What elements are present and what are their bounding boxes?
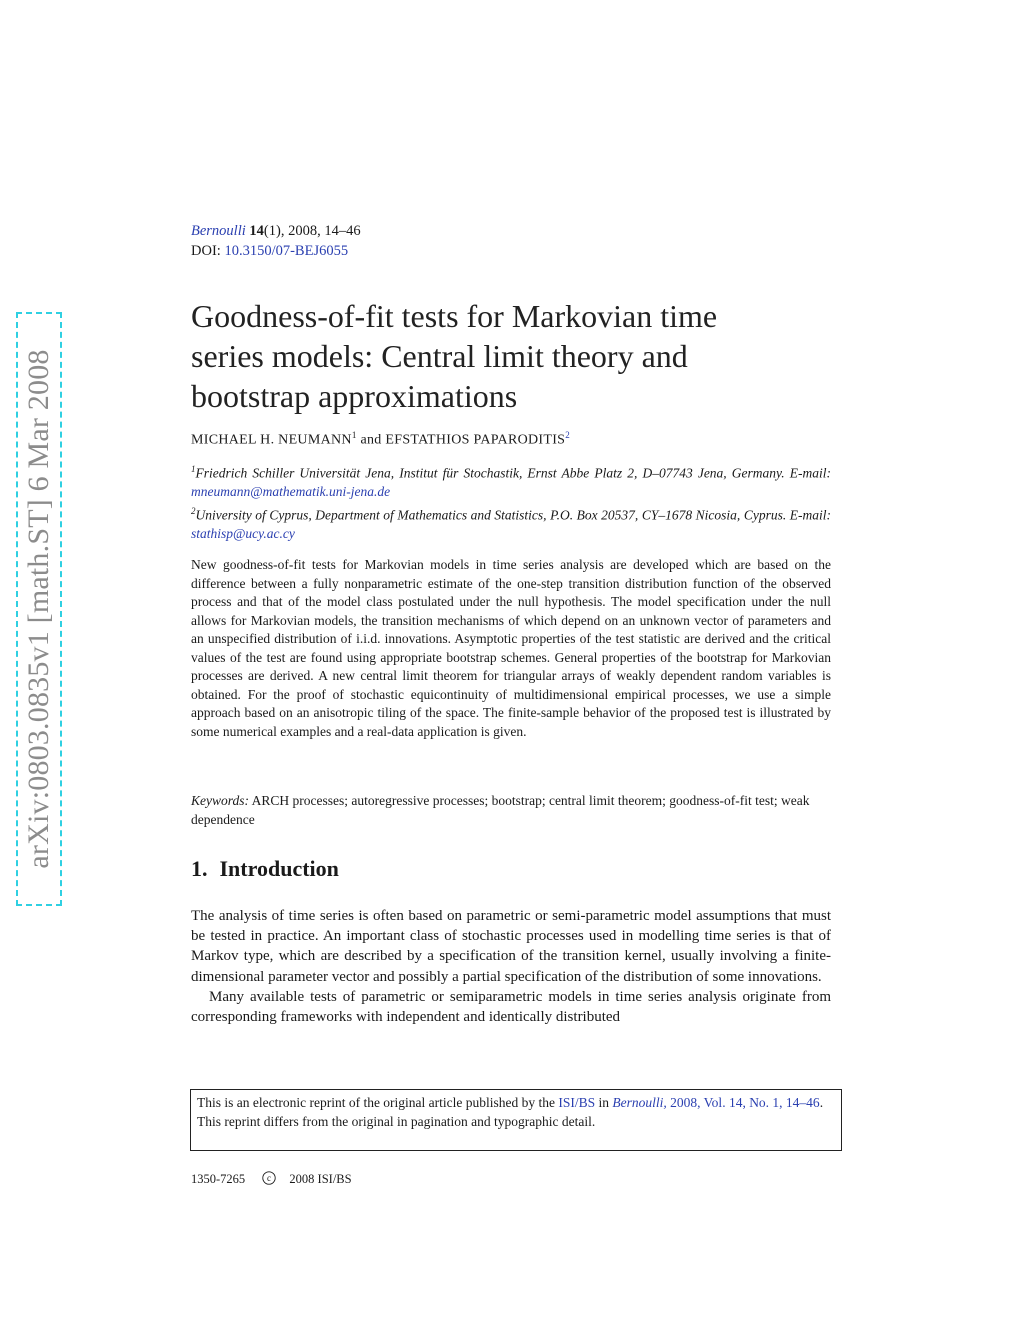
citation-link[interactable]: 2008, Vol. 14, No. 1, 14–46 <box>670 1095 820 1110</box>
journal-issue: (1), 2008, 14–46 <box>263 223 361 239</box>
authors <box>191 430 831 449</box>
keywords-text: ARCH processes; autoregressive processes; bootstrap; central limit theorem; goodness-of-fit test; weak dependence <box>191 793 810 827</box>
email-link[interactable]: mneumann@mathematik.uni-jena.de <box>191 484 391 499</box>
keywords-label: Keywords: <box>191 793 249 808</box>
svg-text:c: c <box>267 1173 272 1184</box>
journal-volume: 14 <box>249 223 264 239</box>
affiliation: $^2$University of Cyprus, Department of Mathematics and Statistics, P.O. Box 20537, CY–1678 Nicosia, Cyprus. E-mail: stathisp@ucy.ac.cy <box>191 505 831 541</box>
reprint-notice: This is an electronic reprint of the original article published by the ISI/BS in Bernoulli, 2008, Vol. 14, No. 1, 14–46. This reprint differs from the original in pagination and typographic detail. <box>190 1089 842 1151</box>
doi-line <box>191 242 831 260</box>
journal-link[interactable]: Bernoulli <box>191 223 246 239</box>
doi-link[interactable]: 10.3150/07-BEJ6055 <box>224 243 349 259</box>
abstract: New goodness-of-fit tests for Markovian models in time series analysis are developed which are based on the difference between a fully nonparametric estimate of the one-step transition distribution function of the observed process and that of the model class postulated under the null hypothesis. The model specification under the null allows for Markovian models, the transition mechanisms of which depend on an unknown vector of parameters and an unspecified distribution of i.i.d. innovations. Asymptotic properties of the test statistic are derived and the critical values of the test are found using appropriate bootstrap schemes. General properties of the bootstrap for Markovian processes are derived. A new central limit theorem for triangular arrays of weakly dependent random variables is obtained. For the proof of stochastic equicontinuity of multidimensional empirical processes, we use a simple approach based on an anisotropic tiling of the space. The finite-sample behavior of the proposed test is illustrated by some numerical examples and a real-data application is given. <box>191 557 831 739</box>
title-line: bootstrap approximations <box>191 378 518 414</box>
arxiv-stamp-text: arXiv:0803.0835v1 [math.ST] 6 Mar 2008 <box>22 349 55 869</box>
author-name: MICHAEL H. NEUMANN <box>191 432 352 448</box>
paragraph: The analysis of time series is often based on parametric or semi-parametric model assumptions that must be tested in practice. An important class of stochastic processes used in modelling time series is that of Markov type, which are described by a specification of the transition kernel, usually involving a finite-dimensional parameter vector and possibly a partial specification of the distribution of some innovations. <box>191 908 831 985</box>
title-line: series models: Central limit theory and <box>191 338 688 374</box>
intro-body <box>191 906 831 1027</box>
author-affil-mark: 1 <box>351 430 357 440</box>
arxiv-stamp <box>16 312 62 906</box>
author-conjunction: and <box>360 432 382 448</box>
publisher-link[interactable]: ISI/BS <box>558 1095 596 1110</box>
issn: 1350-7265 <box>191 1172 246 1186</box>
copyright-icon <box>262 1171 276 1187</box>
keywords <box>191 792 831 829</box>
journal-link[interactable]: Bernoulli, <box>612 1095 667 1110</box>
copyright-text: 2008 ISI/BS <box>289 1172 352 1186</box>
doi-label: DOI: <box>191 243 221 259</box>
affiliation: $^1$Friedrich Schiller Universität Jena, Institut für Stochastik, Ernst Abbe Platz 2, D–07743 Jena, Germany. E-mail: mneumann@mathematik.uni-jena.de <box>191 464 831 499</box>
journal-citation <box>191 222 831 240</box>
paper-title <box>191 296 831 416</box>
affiliations <box>191 460 831 543</box>
title-line: Goodness-of-fit tests for Markovian time <box>191 298 718 334</box>
section-number: 1. <box>191 856 208 881</box>
section-heading <box>191 856 831 882</box>
section-title: Introduction <box>219 856 339 881</box>
paragraph: Many available tests of parametric or semiparametric models in time series analysis originate from corresponding frameworks with independent and identically distributed <box>191 988 831 1026</box>
author-affil-mark[interactable]: 2 <box>565 430 571 440</box>
author-name: EFSTATHIOS PAPARODITIS <box>385 432 566 448</box>
email-link[interactable]: stathisp@ucy.ac.cy <box>191 525 295 541</box>
footer <box>191 1171 352 1187</box>
